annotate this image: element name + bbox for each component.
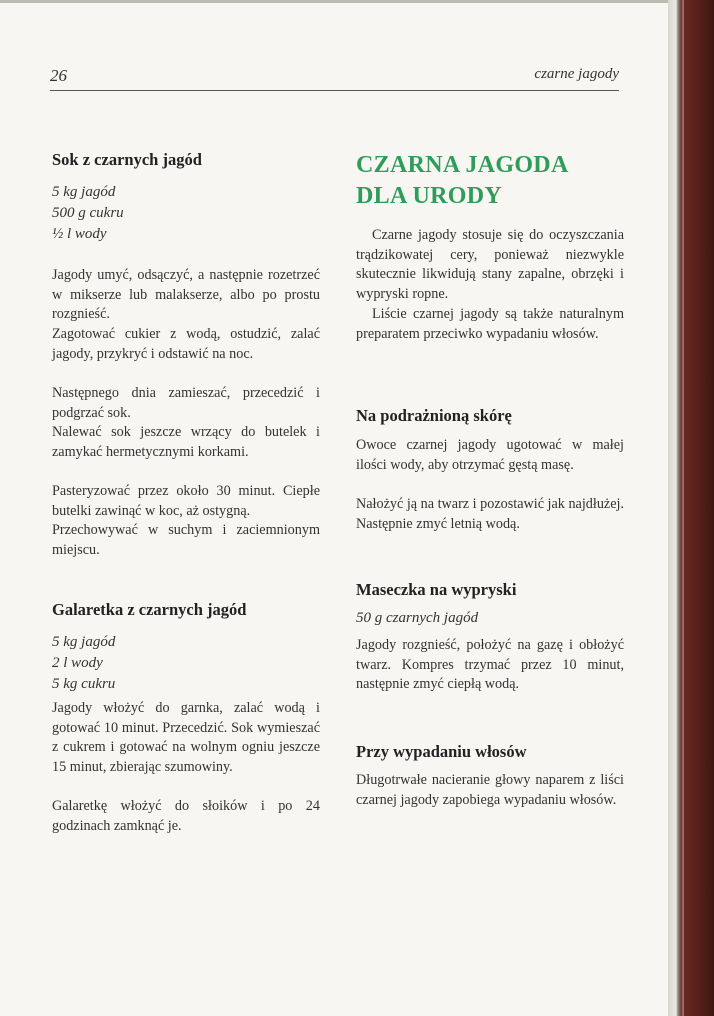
ingredient: 2 l wody: [52, 655, 103, 671]
page-top-edge: [0, 0, 668, 3]
page-header: [50, 64, 619, 90]
section-title-line-2: DLA URODY: [356, 183, 503, 209]
ingredient: ½ l wody: [52, 226, 107, 242]
running-head: czarne jagody: [534, 66, 619, 82]
recipe-step: Galaretkę włożyć do słoików i po 24 godzinach zamknąć je.: [52, 798, 320, 834]
ingredient: 5 kg cukru: [52, 676, 116, 692]
recipe-title-juice: Sok z czarnych jagód: [52, 150, 202, 169]
recipe-title-jelly: Galaretka z czarnych jagód: [52, 600, 247, 619]
intro-paragraph: Liście czarnej jagody są także naturalnym preparatem przeciwko wypadaniu włosów.: [356, 306, 624, 342]
section-title-line-1: CZARNA JAGODA: [356, 152, 569, 178]
recipe-step: Owoce czarnej jagody ugotować w małej ilości wody, aby otrzymać gęstą masę.: [356, 437, 624, 473]
ingredient: 5 kg jagód: [52, 184, 116, 200]
recipe-step: Długotrwałe nacieranie głowy naparem z liści czarnej jagody zapobiega wypadaniu włosów.: [356, 772, 624, 808]
recipe-step: Pasteryzować przez około 30 minut. Ciepłe butelki zawinąć w koc, aż ostygną.: [52, 483, 320, 519]
header-rule: [50, 90, 619, 91]
recipe-title-skin: Na podrażnioną skórę: [356, 406, 512, 425]
recipe-step: Następnego dnia zamieszać, przecedzić i podgrzać sok.: [52, 385, 320, 421]
binding-line: [682, 0, 684, 1016]
ingredient: 5 kg jagód: [52, 634, 116, 650]
recipe-step: Przechowywać w suchym i zaciemnionym miejscu.: [52, 522, 320, 558]
recipe-step: Jagody umyć, odsączyć, a następnie rozetrzeć w mikserze lub malakserze, albo po prostu rozgnieść.: [52, 267, 320, 323]
intro-paragraph: Czarne jagody stosuje się do oczyszczania trądzikowatej cery, ponieważ niezwykle skutecznie likwidują stany zapalne, obrzęki i wypryski ropne.: [356, 227, 624, 302]
recipe-step: Zagotować cukier z wodą, ostudzić, zalać jagody, przykryć i odstawić na noc.: [52, 326, 320, 362]
ingredient: 50 g czarnych jagód: [356, 610, 479, 626]
recipe-title-hair: Przy wypadaniu włosów: [356, 742, 527, 761]
recipe-step: Nałożyć ją na twarz i pozostawić jak najdłużej. Następnie zmyć letnią wodą.: [356, 496, 624, 532]
recipe-step: Nalewać sok jeszcze wrzący do butelek i zamykać hermetycznymi korkami.: [52, 424, 320, 460]
ingredient: 500 g cukru: [52, 205, 124, 221]
recipe-step: Jagody włożyć do garnka, zalać wodą i gotować 10 minut. Przecedzić. Sok wymieszać z cukrem i gotować na wolnym ogniu jeszcze 15 minut, zbierając szumowiny.: [52, 700, 320, 775]
page-number: 26: [50, 66, 67, 85]
book-binding: [668, 0, 714, 1016]
section-title: [356, 150, 569, 212]
recipe-title-mask: Maseczka na wypryski: [356, 580, 517, 599]
recipe-step: Jagody rozgnieść, położyć na gazę i obłożyć twarz. Kompres trzymać przez 10 minut, następnie zmyć ciepłą wodą.: [356, 637, 624, 693]
